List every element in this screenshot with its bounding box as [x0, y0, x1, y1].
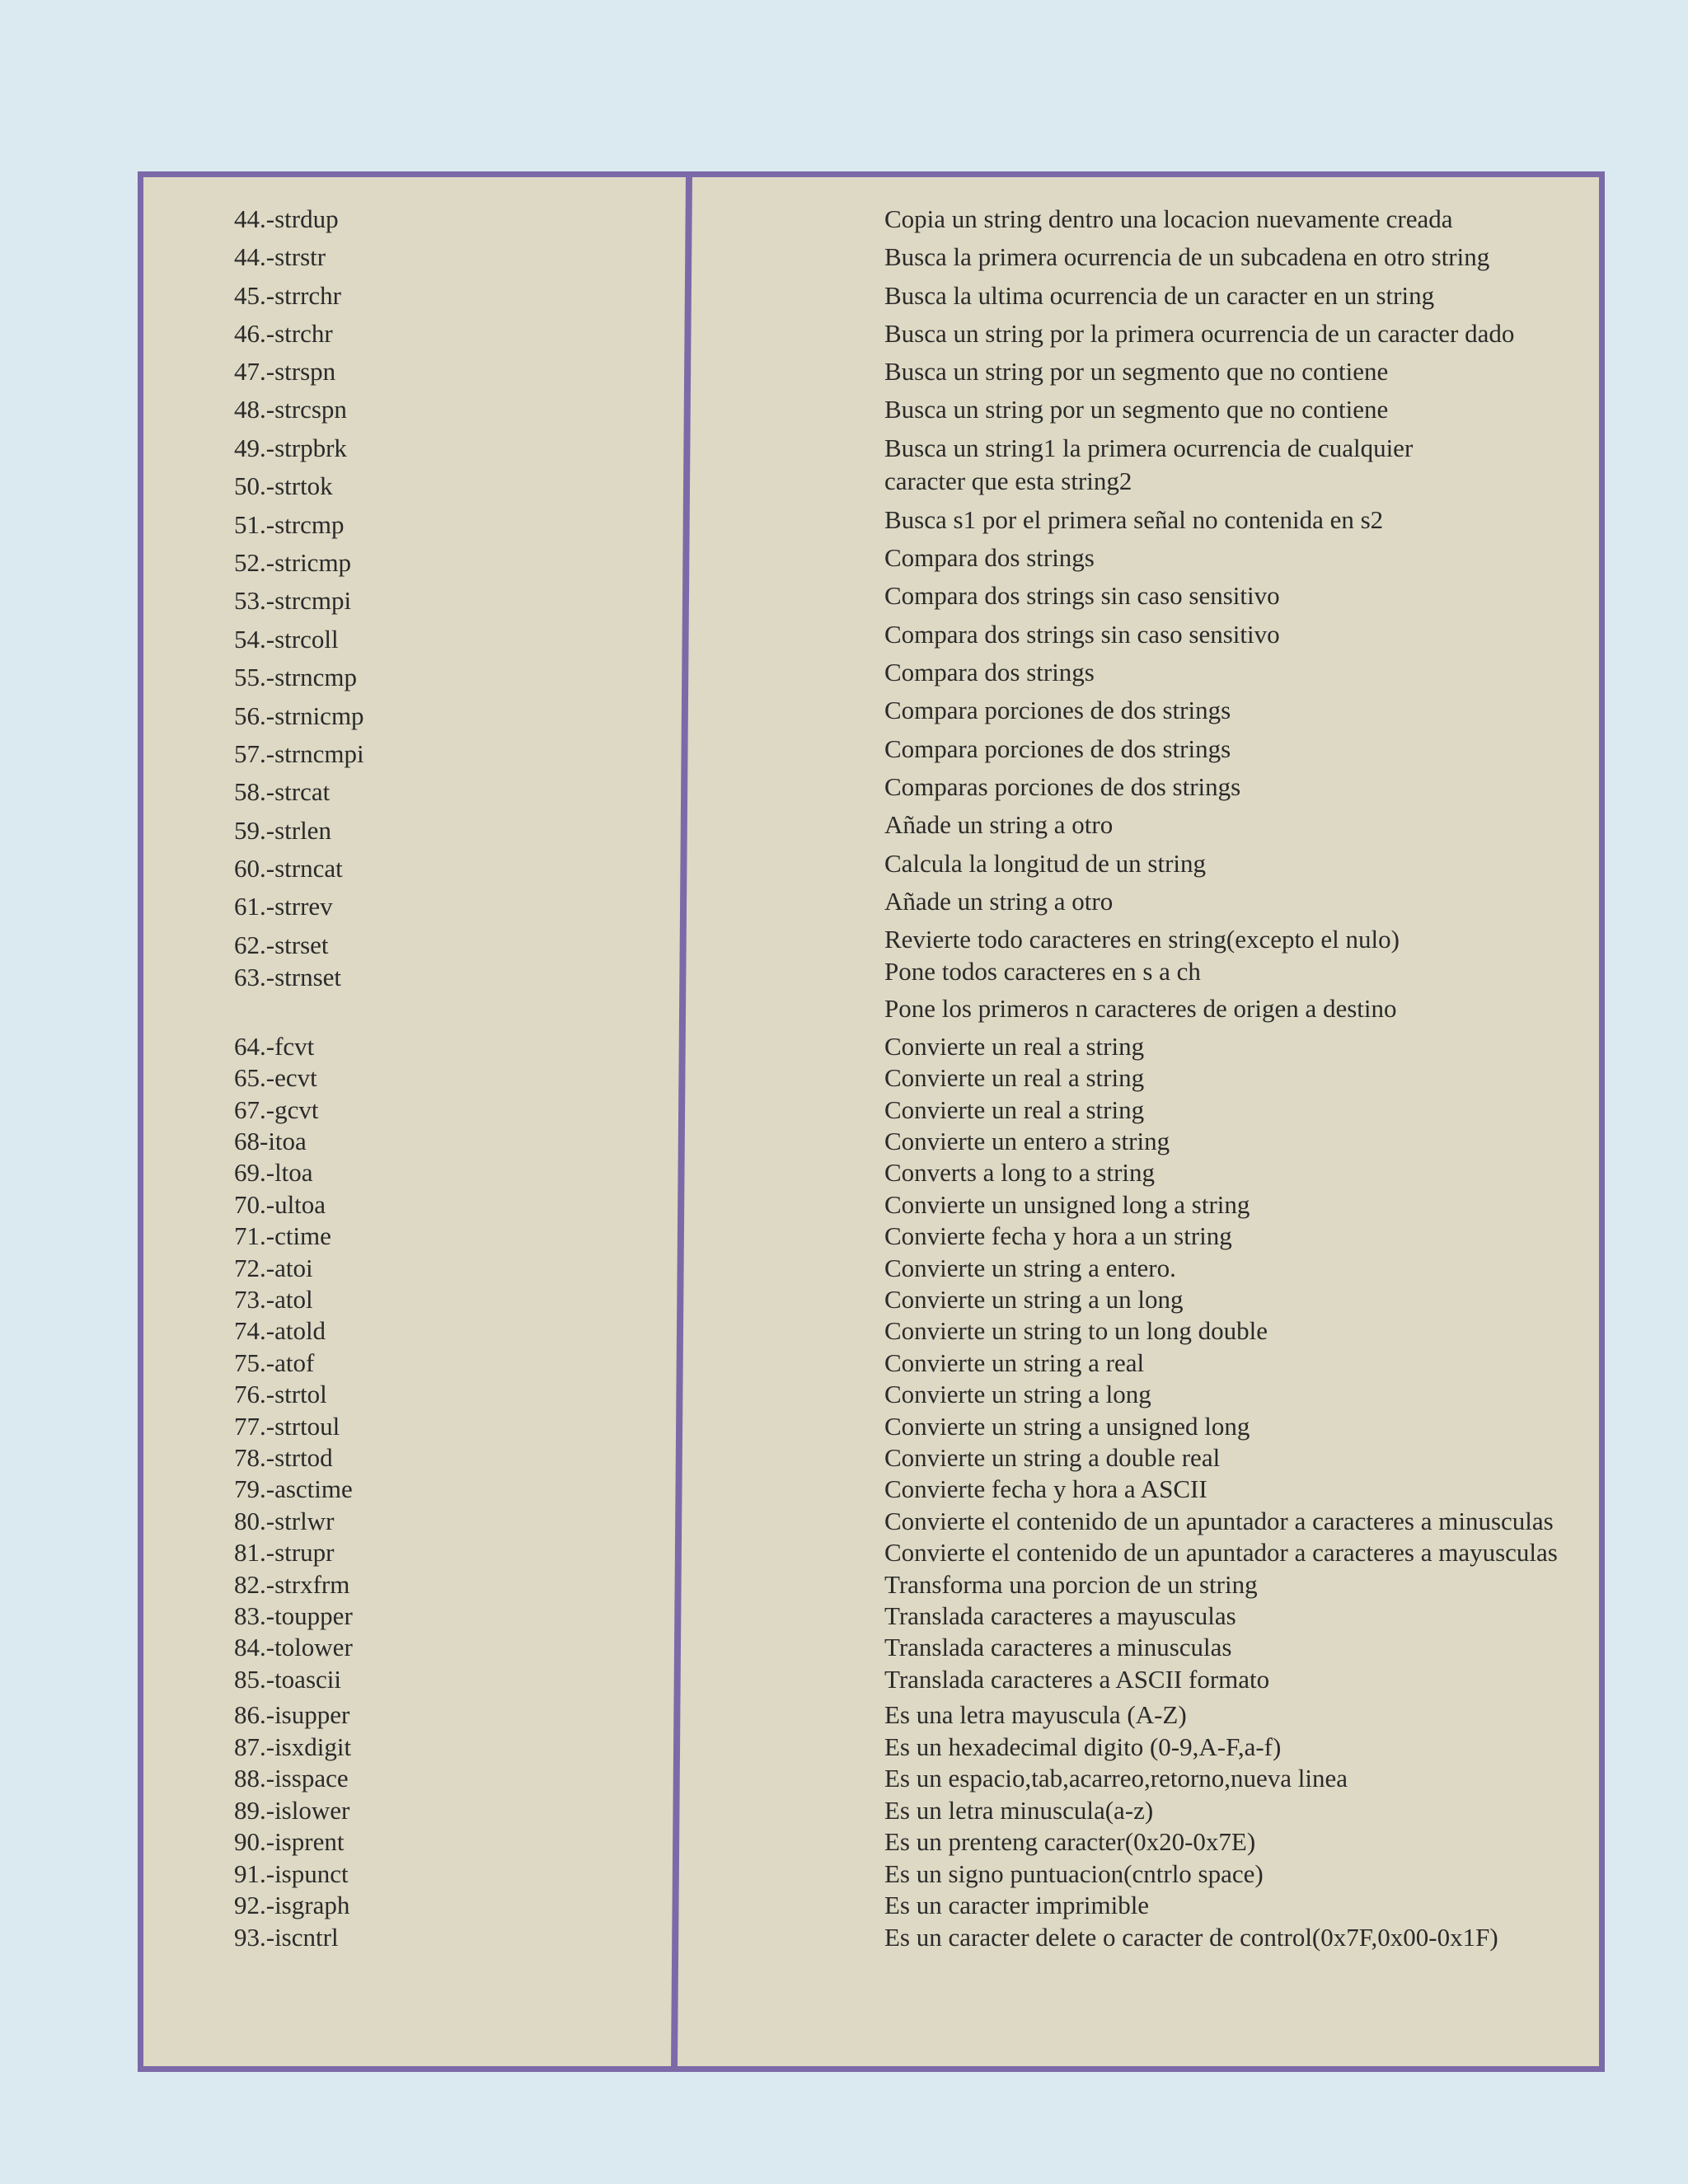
function-description: Convierte un string a un long	[884, 1285, 1184, 1314]
function-name: 58.-strcat	[234, 777, 331, 806]
function-description: Es un hexadecimal digito (0-9,A-F,a-f)	[884, 1732, 1282, 1761]
function-description: Es un letra minuscula(a-z)	[884, 1796, 1154, 1825]
function-description: Busca s1 por el primera señal no contenida en s2	[884, 505, 1384, 534]
function-name: 44.-strdup	[234, 204, 339, 233]
function-name: 82.-strxfrm	[234, 1570, 350, 1599]
function-description: Busca un string por un segmento que no contiene	[884, 395, 1389, 424]
function-name: 45.-strrchr	[234, 281, 341, 310]
function-name: 69.-ltoa	[234, 1158, 313, 1187]
function-name: 88.-isspace	[234, 1764, 349, 1793]
function-description: Convierte un string a double real	[884, 1443, 1221, 1472]
function-name: 77.-strtoul	[234, 1412, 340, 1441]
function-name: 44.-strstr	[234, 242, 326, 271]
function-name: 90.-isprent	[234, 1827, 345, 1856]
function-description: Compara porciones de dos strings	[884, 734, 1231, 763]
function-description: Convierte un string a unsigned long	[884, 1412, 1250, 1441]
function-description: Añade un string a otro	[884, 810, 1114, 839]
function-description: Translada caracteres a ASCII formato	[884, 1665, 1270, 1694]
function-description: Transforma una porcion de un string	[884, 1570, 1258, 1599]
function-name: 76.-strtol	[234, 1380, 327, 1408]
function-description: Convierte un string a long	[884, 1380, 1151, 1408]
function-description: Convierte un real a string	[884, 1063, 1145, 1092]
function-description: Compara dos strings	[884, 543, 1095, 572]
function-name: 61.-strrev	[234, 892, 333, 921]
function-description: Compara dos strings sin caso sensitivo	[884, 581, 1280, 610]
function-description: Es un signo puntuacion(cntrlo space)	[884, 1859, 1264, 1888]
function-name: 64.-fcvt	[234, 1032, 315, 1061]
function-description: Calcula la longitud de un string	[884, 849, 1207, 878]
function-name: 54.-strcoll	[234, 625, 339, 654]
function-name: 65.-ecvt	[234, 1063, 317, 1092]
function-description: Es un caracter imprimible	[884, 1891, 1150, 1919]
function-description: Comparas porciones de dos strings	[884, 772, 1241, 801]
function-name: 68-itoa	[234, 1127, 307, 1155]
function-name: 56.-strnicmp	[234, 701, 364, 730]
function-name: 72.-atoi	[234, 1254, 313, 1282]
function-name: 79.-asctime	[234, 1474, 353, 1503]
function-name: 83.-toupper	[234, 1601, 353, 1630]
function-description: Convierte un string to un long double	[884, 1316, 1268, 1345]
function-name: 51.-strcmp	[234, 510, 345, 539]
function-description: Compara dos strings sin caso sensitivo	[884, 620, 1280, 649]
function-name: 73.-atol	[234, 1285, 313, 1314]
function-name: 92.-isgraph	[234, 1891, 350, 1919]
function-description: Convierte un entero a string	[884, 1127, 1170, 1155]
function-name: 91.-ispunct	[234, 1859, 349, 1888]
function-name: 55.-strncmp	[234, 663, 357, 691]
function-name: 93.-iscntrl	[234, 1923, 339, 1952]
function-name: 75.-atof	[234, 1348, 315, 1377]
function-description: Añade un string a otro	[884, 887, 1114, 916]
function-description: Pone todos caracteres en s a ch	[884, 957, 1201, 986]
function-name: 87.-isxdigit	[234, 1732, 352, 1761]
function-name: 85.-toascii	[234, 1665, 341, 1694]
function-description: Compara porciones de dos strings	[884, 696, 1231, 724]
function-name: 49.-strpbrk	[234, 434, 347, 462]
function-description: Revierte todo caracteres en string(excepto el nulo)	[884, 925, 1400, 954]
function-description: Convierte el contenido de un apuntador a caracteres a minusculas	[884, 1507, 1554, 1535]
function-description: Busca la primera ocurrencia de un subcadena en otro string	[884, 242, 1490, 271]
function-description: Convierte el contenido de un apuntador a caracteres a mayusculas	[884, 1538, 1558, 1567]
function-description: Convierte fecha y hora a ASCII	[884, 1474, 1207, 1503]
function-description: Compara dos strings	[884, 658, 1095, 687]
function-name: 89.-islower	[234, 1796, 350, 1825]
function-name: 63.-strnset	[234, 963, 342, 991]
function-name: 52.-stricmp	[234, 548, 352, 577]
function-description: Busca un string1 la primera ocurrencia de cualquier	[884, 434, 1414, 462]
function-name: 67.-gcvt	[234, 1095, 319, 1124]
function-description: Copia un string dentro una locacion nuevamente creada	[884, 204, 1453, 233]
function-description: Converts a long to a string	[884, 1158, 1156, 1187]
function-description: caracter que esta string2	[884, 466, 1132, 495]
function-name: 78.-strtod	[234, 1443, 333, 1472]
function-name: 46.-strchr	[234, 319, 333, 348]
function-description: Es una letra mayuscula (A-Z)	[884, 1700, 1187, 1729]
function-description: Convierte un real a string	[884, 1032, 1145, 1061]
function-name: 59.-strlen	[234, 816, 331, 845]
function-description: Busca la ultima ocurrencia de un caracter en un string	[884, 281, 1435, 310]
function-description: Es un espacio,tab,acarreo,retorno,nueva linea	[884, 1764, 1348, 1793]
function-description: Busca un string por la primera ocurrencia de un caracter dado	[884, 319, 1515, 348]
function-name: 86.-isupper	[234, 1700, 350, 1729]
function-name: 47.-strspn	[234, 357, 336, 386]
function-description: Convierte un string a real	[884, 1348, 1145, 1377]
function-description: Pone los primeros n caracteres de origen a destino	[884, 994, 1397, 1023]
function-description: Translada caracteres a mayusculas	[884, 1601, 1236, 1630]
function-name: 70.-ultoa	[234, 1190, 326, 1219]
function-name: 57.-strncmpi	[234, 739, 364, 768]
function-description: Translada caracteres a minusculas	[884, 1633, 1232, 1661]
function-name: 80.-strlwr	[234, 1507, 335, 1535]
function-description: Es un caracter delete o caracter de control(0x7F,0x00-0x1F)	[884, 1923, 1498, 1952]
function-name: 60.-strncat	[234, 854, 343, 883]
function-description: Convierte un real a string	[884, 1095, 1145, 1124]
function-name: 81.-strupr	[234, 1538, 335, 1567]
function-name: 84.-tolower	[234, 1633, 353, 1661]
function-description: Convierte un unsigned long a string	[884, 1190, 1250, 1219]
function-description: Convierte un string a entero.	[884, 1254, 1176, 1282]
function-name: 48.-strcspn	[234, 395, 347, 424]
function-name: 71.-ctime	[234, 1221, 331, 1250]
function-name: 74.-atold	[234, 1316, 326, 1345]
function-description: Es un prenteng caracter(0x20-0x7E)	[884, 1827, 1256, 1856]
function-description: Busca un string por un segmento que no contiene	[884, 357, 1389, 386]
function-name: 62.-strset	[234, 930, 329, 959]
function-name: 53.-strcmpi	[234, 586, 352, 615]
function-name: 50.-strtok	[234, 471, 333, 500]
function-description: Convierte fecha y hora a un string	[884, 1221, 1232, 1250]
